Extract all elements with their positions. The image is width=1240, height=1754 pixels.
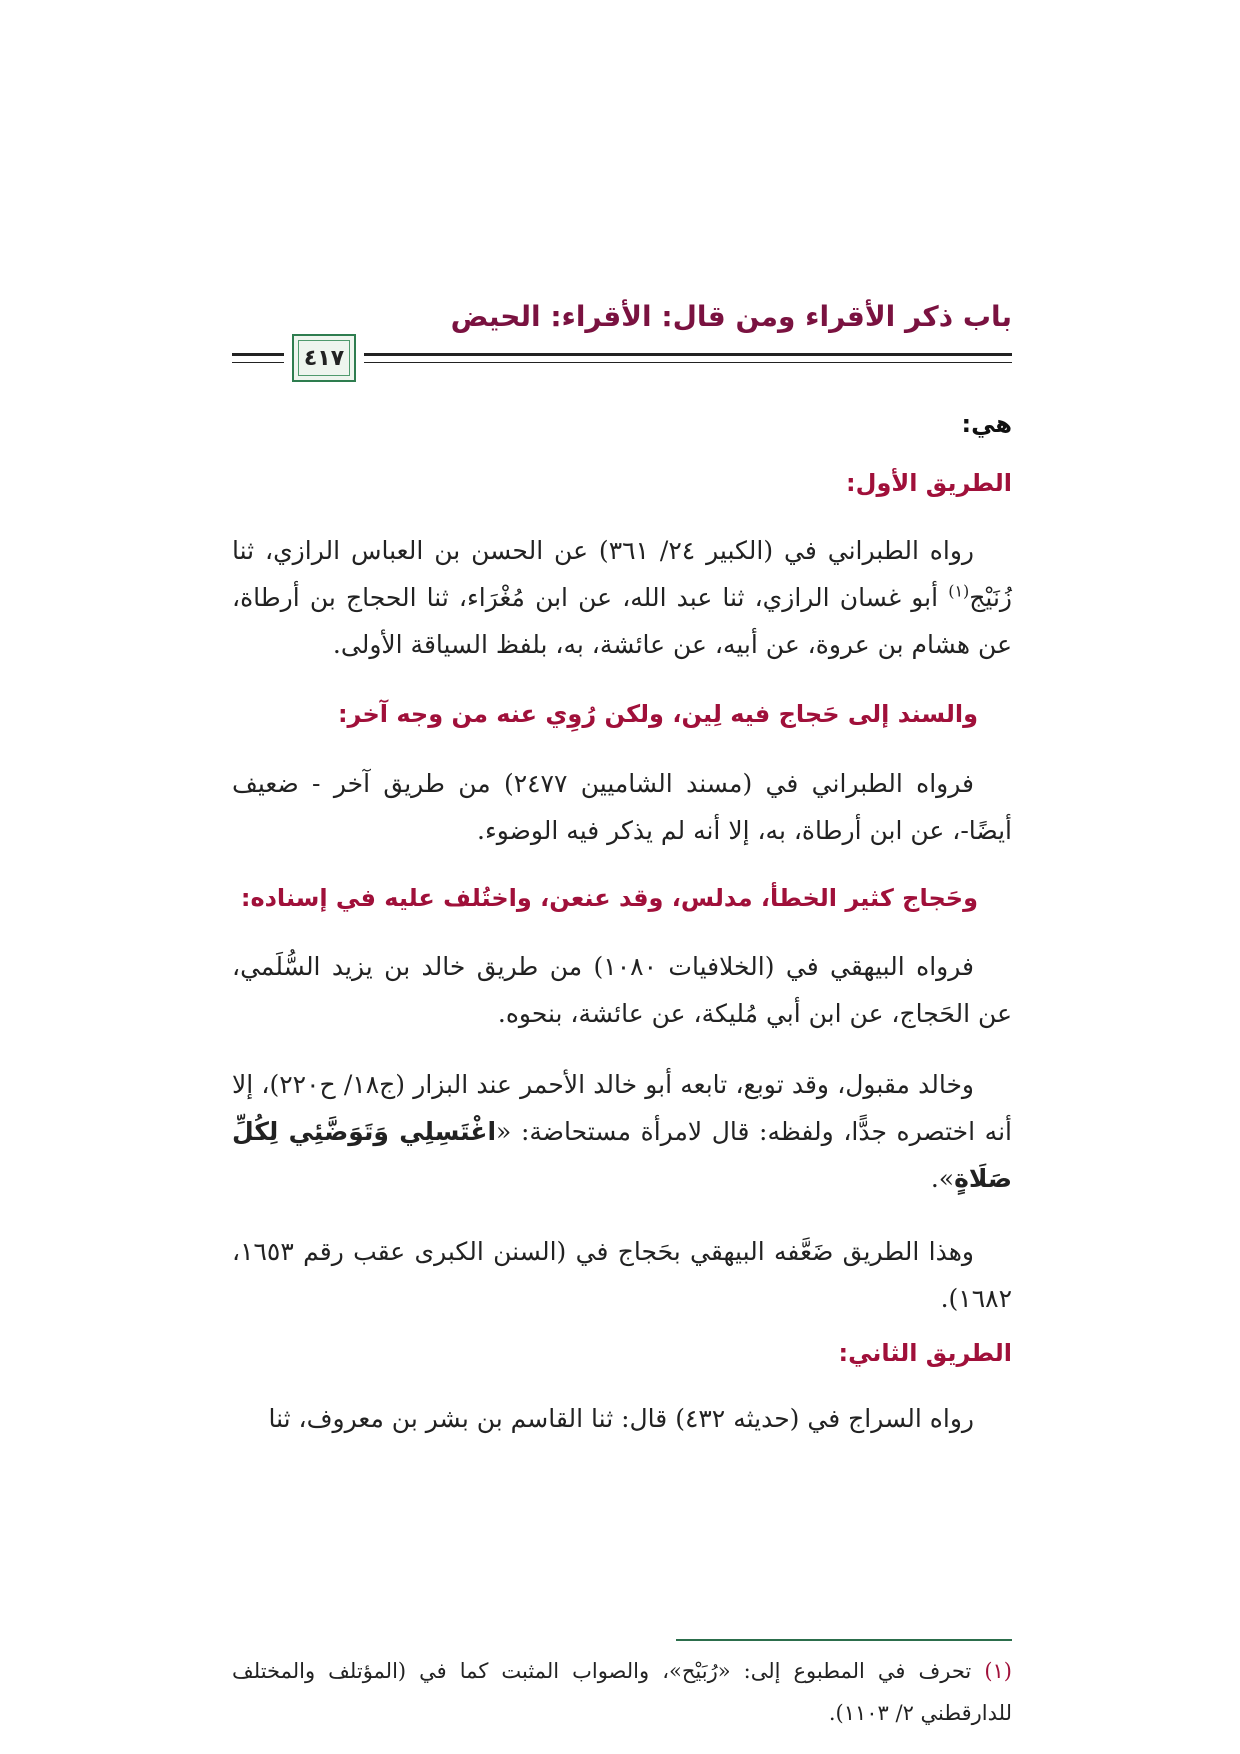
paragraph-4: [232, 1061, 1012, 1202]
hadith-quote: اغْتَسِلِي وَتَوَضَّئِي لِكُلِّ صَلَاةٍ: [232, 1117, 1012, 1193]
footnote: [232, 1650, 1012, 1734]
paragraph-1-part-b: أبو غسان الرازي، ثنا عبد الله، عن ابن مُغْرَاء، ثنا الحجاج بن أرطاة، عن هشام بن عروة، عن أبيه، عن عائشة، به، بلفظ السياقة الأولى.: [232, 583, 1012, 659]
footnote-number: (١): [984, 1659, 1012, 1683]
paragraph-5: وهذا الطريق ضَعَّفه البيهقي بحَجاج في (السنن الكبرى عقب رقم ١٦٥٣، ١٦٨٢).: [232, 1237, 1012, 1313]
heading-second-path: الطريق الثاني:: [838, 1339, 1012, 1367]
paragraph-1-part-a: رواه الطبراني في (الكبير ٢٤/ ٣٦١) عن الحسن بن العباس الرازي، ثنا زُنَيْج: [232, 536, 1012, 612]
page-number: ٤١٧: [303, 345, 345, 371]
footnote-separator: [676, 1639, 1012, 1641]
header-rule-right-thin: [364, 362, 1012, 363]
header-rule-left-thin: [232, 362, 284, 363]
paragraph-2: فرواه الطبراني في (مسند الشاميين ٢٤٧٧) من طريق آخر - ضعيف أيضًا-، عن ابن أرطاة، به، إلا أنه لم يذكر فيه الوضوء.: [232, 769, 1012, 845]
paragraph-1: [232, 527, 1012, 668]
intro-label: هي:: [961, 410, 1012, 438]
footnote-text: تحرف في المطبوع إلى: «رُبَيْح»، والصواب المثبت كما في (المؤتلف والمختلف للدارقطني ٢/ ١١٠٣).: [232, 1659, 1012, 1725]
paragraph-4-part-b: ».: [930, 1164, 955, 1193]
running-title: باب ذكر الأقراء ومن قال: الأقراء: الحيض: [450, 300, 1012, 333]
header-rule-left: [232, 353, 284, 356]
page-number-badge: [292, 334, 356, 382]
header-rule-right: [364, 353, 1012, 356]
paragraph-4-part-a: وخالد مقبول، وقد توبع، تابعه أبو خالد الأحمر عند البزار (ج١٨/ ح٢٢٠)، إلا أنه اختصره جدًّا، ولفظه: قال لامرأة مستحاضة: «: [232, 1070, 1012, 1146]
subheading-2: وحَجاج كثير الخطأ، مدلس، وقد عنعن، واختُلف عليه في إسناده:: [240, 884, 978, 912]
subheading-1: والسند إلى حَجاج فيه لِين، ولكن رُوِي عنه من وجه آخر:: [337, 700, 978, 728]
paragraph-3: فرواه البيهقي في (الخلافيات ١٠٨٠) من طريق خالد بن يزيد السُّلَمي، عن الحَجاج، عن ابن أبي مُليكة، عن عائشة، بنحوه.: [232, 952, 1012, 1028]
footnote-ref: (١): [948, 581, 970, 601]
heading-first-path: الطريق الأول:: [846, 469, 1012, 497]
paragraph-6: رواه السراج في (حديثه ٤٣٢) قال: ثنا القاسم بن بشر بن معروف، ثنا: [268, 1404, 974, 1433]
